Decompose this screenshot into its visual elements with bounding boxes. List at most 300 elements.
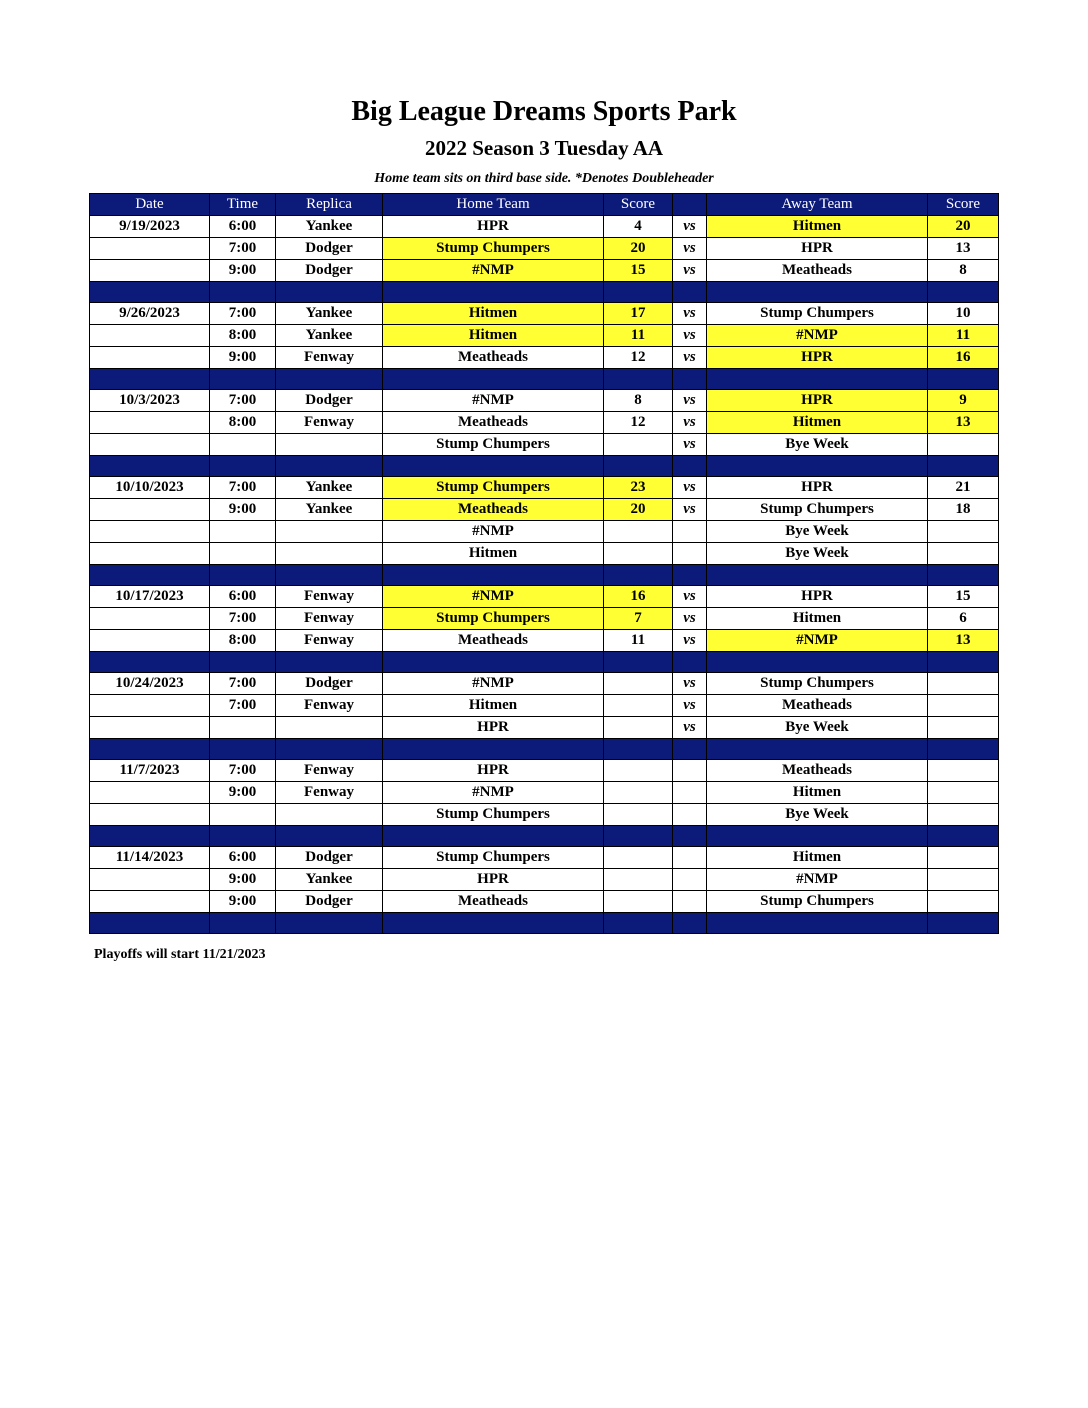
separator-cell: [604, 739, 673, 760]
separator-cell: [707, 652, 928, 673]
replica-cell: Dodger: [276, 673, 383, 695]
home-score-cell: 12: [604, 412, 673, 434]
time-cell: 7:00: [210, 673, 276, 695]
separator-cell: [210, 652, 276, 673]
away-team-cell: Stump Chumpers: [707, 673, 928, 695]
separator-cell: [673, 282, 707, 303]
away-score-cell: 13: [928, 412, 999, 434]
vs-cell: vs: [673, 434, 707, 456]
away-team-cell: Bye Week: [707, 521, 928, 543]
date-cell: [90, 869, 210, 891]
date-cell: [90, 434, 210, 456]
away-team-cell: Stump Chumpers: [707, 303, 928, 325]
replica-cell: Yankee: [276, 499, 383, 521]
vs-cell: vs: [673, 717, 707, 739]
away-team-cell: Hitmen: [707, 782, 928, 804]
replica-cell: Fenway: [276, 608, 383, 630]
week-separator-row: [90, 456, 999, 477]
home-score-cell: 17: [604, 303, 673, 325]
game-row: [90, 412, 999, 434]
separator-cell: [276, 369, 383, 390]
home-team-cell: HPR: [383, 869, 604, 891]
separator-cell: [276, 826, 383, 847]
replica-cell: [276, 717, 383, 739]
separator-cell: [604, 826, 673, 847]
week-separator-row: [90, 565, 999, 586]
home-score-cell: [604, 434, 673, 456]
vs-cell: vs: [673, 630, 707, 652]
home-score-cell: [604, 891, 673, 913]
home-team-cell: #NMP: [383, 521, 604, 543]
replica-cell: [276, 521, 383, 543]
separator-cell: [383, 369, 604, 390]
time-cell: 7:00: [210, 760, 276, 782]
date-cell: [90, 630, 210, 652]
date-cell: [90, 325, 210, 347]
time-cell: 9:00: [210, 260, 276, 282]
away-score-cell: 18: [928, 499, 999, 521]
separator-cell: [707, 565, 928, 586]
game-row: [90, 238, 999, 260]
week-separator-row: [90, 913, 999, 934]
replica-cell: Yankee: [276, 869, 383, 891]
col-header-vs: [673, 194, 707, 216]
away-score-cell: [928, 543, 999, 565]
separator-cell: [210, 826, 276, 847]
separator-cell: [90, 826, 210, 847]
date-cell: [90, 521, 210, 543]
date-cell: 10/17/2023: [90, 586, 210, 608]
separator-cell: [383, 565, 604, 586]
game-row: [90, 260, 999, 282]
date-cell: 11/14/2023: [90, 847, 210, 869]
replica-cell: Fenway: [276, 412, 383, 434]
separator-cell: [604, 652, 673, 673]
week-separator-row: [90, 369, 999, 390]
time-cell: 9:00: [210, 869, 276, 891]
separator-cell: [707, 826, 928, 847]
time-cell: 7:00: [210, 303, 276, 325]
home-team-cell: #NMP: [383, 260, 604, 282]
replica-cell: Dodger: [276, 891, 383, 913]
away-score-cell: [928, 760, 999, 782]
separator-cell: [90, 913, 210, 934]
replica-cell: Fenway: [276, 586, 383, 608]
game-row: [90, 390, 999, 412]
col-header-date: Date: [90, 194, 210, 216]
away-score-cell: [928, 891, 999, 913]
game-row: [90, 782, 999, 804]
separator-cell: [276, 652, 383, 673]
separator-cell: [383, 282, 604, 303]
separator-cell: [383, 456, 604, 477]
date-cell: [90, 412, 210, 434]
home-score-cell: [604, 695, 673, 717]
home-team-cell: Stump Chumpers: [383, 477, 604, 499]
game-row: [90, 586, 999, 608]
game-row: [90, 303, 999, 325]
away-team-cell: #NMP: [707, 869, 928, 891]
away-score-cell: [928, 847, 999, 869]
vs-cell: vs: [673, 673, 707, 695]
vs-cell: [673, 782, 707, 804]
home-score-cell: 23: [604, 477, 673, 499]
vs-cell: vs: [673, 216, 707, 238]
date-cell: [90, 891, 210, 913]
home-team-cell: Meatheads: [383, 347, 604, 369]
col-header-home-team: Home Team: [383, 194, 604, 216]
home-team-cell: Hitmen: [383, 303, 604, 325]
replica-cell: Fenway: [276, 760, 383, 782]
away-score-cell: 16: [928, 347, 999, 369]
separator-cell: [928, 369, 999, 390]
vs-cell: vs: [673, 390, 707, 412]
home-score-cell: [604, 869, 673, 891]
week-separator-row: [90, 739, 999, 760]
date-cell: 9/26/2023: [90, 303, 210, 325]
date-cell: [90, 717, 210, 739]
replica-cell: Yankee: [276, 303, 383, 325]
home-team-cell: HPR: [383, 717, 604, 739]
vs-cell: [673, 891, 707, 913]
separator-cell: [707, 739, 928, 760]
game-row: [90, 543, 999, 565]
page-subtitle: 2022 Season 3 Tuesday AA: [424, 136, 664, 160]
home-team-cell: Meatheads: [383, 891, 604, 913]
separator-cell: [210, 739, 276, 760]
date-cell: [90, 782, 210, 804]
away-score-cell: 13: [928, 630, 999, 652]
replica-cell: [276, 434, 383, 456]
away-team-cell: Meatheads: [707, 695, 928, 717]
game-row: [90, 804, 999, 826]
date-cell: [90, 543, 210, 565]
date-cell: [90, 238, 210, 260]
home-score-cell: 11: [604, 630, 673, 652]
replica-cell: Yankee: [276, 216, 383, 238]
separator-cell: [707, 913, 928, 934]
date-cell: [90, 347, 210, 369]
date-cell: [90, 608, 210, 630]
away-team-cell: Hitmen: [707, 216, 928, 238]
replica-cell: [276, 804, 383, 826]
game-row: [90, 499, 999, 521]
separator-cell: [276, 282, 383, 303]
away-score-cell: 8: [928, 260, 999, 282]
away-score-cell: [928, 717, 999, 739]
away-score-cell: [928, 869, 999, 891]
game-row: [90, 434, 999, 456]
week-separator-row: [90, 652, 999, 673]
separator-cell: [673, 369, 707, 390]
time-cell: 9:00: [210, 347, 276, 369]
time-cell: 6:00: [210, 847, 276, 869]
vs-cell: vs: [673, 325, 707, 347]
time-cell: [210, 717, 276, 739]
date-cell: 9/19/2023: [90, 216, 210, 238]
time-cell: [210, 804, 276, 826]
home-score-cell: 20: [604, 499, 673, 521]
separator-cell: [928, 826, 999, 847]
home-team-cell: #NMP: [383, 390, 604, 412]
replica-cell: Fenway: [276, 347, 383, 369]
home-score-cell: [604, 760, 673, 782]
game-row: [90, 325, 999, 347]
home-score-cell: 20: [604, 238, 673, 260]
separator-cell: [210, 913, 276, 934]
time-cell: 7:00: [210, 390, 276, 412]
separator-cell: [90, 456, 210, 477]
away-score-cell: 6: [928, 608, 999, 630]
home-score-cell: 7: [604, 608, 673, 630]
home-team-cell: Stump Chumpers: [383, 434, 604, 456]
away-team-cell: Hitmen: [707, 608, 928, 630]
game-row: [90, 869, 999, 891]
away-team-cell: HPR: [707, 390, 928, 412]
home-score-cell: 16: [604, 586, 673, 608]
page-title: Big League Dreams Sports Park: [351, 96, 737, 127]
time-cell: 8:00: [210, 412, 276, 434]
away-score-cell: 11: [928, 325, 999, 347]
schedule-body: [90, 216, 999, 934]
separator-cell: [604, 913, 673, 934]
home-team-cell: Meatheads: [383, 630, 604, 652]
date-cell: 10/3/2023: [90, 390, 210, 412]
home-team-cell: Hitmen: [383, 325, 604, 347]
time-cell: 7:00: [210, 238, 276, 260]
away-team-cell: Meatheads: [707, 760, 928, 782]
time-cell: 6:00: [210, 216, 276, 238]
separator-cell: [673, 913, 707, 934]
vs-cell: [673, 543, 707, 565]
separator-cell: [928, 282, 999, 303]
vs-cell: vs: [673, 586, 707, 608]
away-score-cell: 9: [928, 390, 999, 412]
replica-cell: Fenway: [276, 695, 383, 717]
replica-cell: Yankee: [276, 477, 383, 499]
schedule-table: [89, 193, 999, 934]
home-score-cell: 4: [604, 216, 673, 238]
replica-cell: Yankee: [276, 325, 383, 347]
separator-cell: [210, 565, 276, 586]
separator-cell: [928, 565, 999, 586]
date-cell: [90, 499, 210, 521]
vs-cell: vs: [673, 477, 707, 499]
away-team-cell: HPR: [707, 347, 928, 369]
time-cell: 8:00: [210, 325, 276, 347]
date-cell: [90, 695, 210, 717]
home-team-cell: #NMP: [383, 673, 604, 695]
home-team-cell: Stump Chumpers: [383, 608, 604, 630]
time-cell: 7:00: [210, 695, 276, 717]
separator-cell: [928, 739, 999, 760]
separator-cell: [383, 913, 604, 934]
home-team-cell: Hitmen: [383, 695, 604, 717]
time-cell: [210, 543, 276, 565]
time-cell: 9:00: [210, 891, 276, 913]
away-score-cell: 13: [928, 238, 999, 260]
away-team-cell: Meatheads: [707, 260, 928, 282]
away-team-cell: #NMP: [707, 630, 928, 652]
time-cell: 6:00: [210, 586, 276, 608]
away-score-cell: [928, 804, 999, 826]
game-row: [90, 630, 999, 652]
replica-cell: Dodger: [276, 847, 383, 869]
replica-cell: Fenway: [276, 630, 383, 652]
home-team-cell: Meatheads: [383, 499, 604, 521]
away-team-cell: Bye Week: [707, 543, 928, 565]
date-cell: 10/24/2023: [90, 673, 210, 695]
vs-cell: vs: [673, 347, 707, 369]
week-separator-row: [90, 282, 999, 303]
home-score-cell: 11: [604, 325, 673, 347]
home-score-cell: 12: [604, 347, 673, 369]
away-team-cell: Bye Week: [707, 434, 928, 456]
home-team-cell: Stump Chumpers: [383, 238, 604, 260]
home-score-cell: [604, 782, 673, 804]
col-header-replica: Replica: [276, 194, 383, 216]
time-cell: 9:00: [210, 782, 276, 804]
home-score-cell: [604, 673, 673, 695]
home-team-cell: HPR: [383, 760, 604, 782]
game-row: [90, 695, 999, 717]
separator-cell: [276, 913, 383, 934]
separator-cell: [90, 369, 210, 390]
separator-cell: [90, 282, 210, 303]
home-score-cell: [604, 847, 673, 869]
game-row: [90, 347, 999, 369]
separator-cell: [707, 456, 928, 477]
away-team-cell: Bye Week: [707, 717, 928, 739]
away-team-cell: #NMP: [707, 325, 928, 347]
week-separator-row: [90, 826, 999, 847]
vs-cell: vs: [673, 499, 707, 521]
separator-cell: [604, 369, 673, 390]
game-row: [90, 760, 999, 782]
away-score-cell: 15: [928, 586, 999, 608]
separator-cell: [673, 739, 707, 760]
separator-cell: [210, 282, 276, 303]
time-cell: 7:00: [210, 608, 276, 630]
away-score-cell: [928, 521, 999, 543]
vs-cell: [673, 804, 707, 826]
date-cell: 10/10/2023: [90, 477, 210, 499]
vs-cell: vs: [673, 412, 707, 434]
separator-cell: [673, 565, 707, 586]
home-team-cell: #NMP: [383, 586, 604, 608]
game-row: [90, 847, 999, 869]
replica-cell: Dodger: [276, 238, 383, 260]
game-row: [90, 891, 999, 913]
away-score-cell: [928, 434, 999, 456]
time-cell: 7:00: [210, 477, 276, 499]
home-team-cell: Stump Chumpers: [383, 847, 604, 869]
game-row: [90, 216, 999, 238]
time-cell: 9:00: [210, 499, 276, 521]
replica-cell: Fenway: [276, 782, 383, 804]
separator-cell: [604, 565, 673, 586]
date-cell: [90, 260, 210, 282]
away-score-cell: [928, 695, 999, 717]
away-team-cell: HPR: [707, 238, 928, 260]
away-team-cell: HPR: [707, 586, 928, 608]
separator-cell: [673, 652, 707, 673]
home-score-cell: [604, 717, 673, 739]
separator-cell: [276, 565, 383, 586]
away-team-cell: Stump Chumpers: [707, 891, 928, 913]
separator-cell: [604, 456, 673, 477]
vs-cell: [673, 847, 707, 869]
separator-cell: [707, 369, 928, 390]
separator-cell: [90, 565, 210, 586]
replica-cell: [276, 543, 383, 565]
date-cell: [90, 804, 210, 826]
replica-cell: Dodger: [276, 260, 383, 282]
home-team-cell: #NMP: [383, 782, 604, 804]
game-row: [90, 477, 999, 499]
vs-cell: vs: [673, 260, 707, 282]
home-score-cell: [604, 804, 673, 826]
date-cell: 11/7/2023: [90, 760, 210, 782]
home-score-cell: [604, 543, 673, 565]
separator-cell: [928, 913, 999, 934]
away-team-cell: HPR: [707, 477, 928, 499]
home-team-cell: HPR: [383, 216, 604, 238]
col-header-away-team: Away Team: [707, 194, 928, 216]
col-header-away-score: Score: [928, 194, 999, 216]
separator-cell: [210, 369, 276, 390]
separator-cell: [90, 652, 210, 673]
playoffs-note: Playoffs will start 11/21/2023: [94, 947, 266, 962]
home-score-cell: 8: [604, 390, 673, 412]
vs-cell: vs: [673, 303, 707, 325]
home-team-cell: Meatheads: [383, 412, 604, 434]
separator-cell: [673, 456, 707, 477]
col-header-home-score: Score: [604, 194, 673, 216]
away-team-cell: Bye Week: [707, 804, 928, 826]
away-score-cell: 10: [928, 303, 999, 325]
time-cell: [210, 521, 276, 543]
game-row: [90, 608, 999, 630]
separator-cell: [276, 739, 383, 760]
vs-cell: vs: [673, 608, 707, 630]
home-team-note: Home team sits on third base side. *Denotes Doubleheader: [374, 171, 714, 186]
col-header-time: Time: [210, 194, 276, 216]
separator-cell: [383, 652, 604, 673]
game-row: [90, 673, 999, 695]
table-header-row: [90, 194, 999, 216]
away-score-cell: 20: [928, 216, 999, 238]
separator-cell: [383, 739, 604, 760]
away-team-cell: Stump Chumpers: [707, 499, 928, 521]
vs-cell: [673, 521, 707, 543]
home-team-cell: Stump Chumpers: [383, 804, 604, 826]
separator-cell: [383, 826, 604, 847]
separator-cell: [707, 282, 928, 303]
time-cell: 8:00: [210, 630, 276, 652]
vs-cell: [673, 760, 707, 782]
away-score-cell: 21: [928, 477, 999, 499]
home-score-cell: 15: [604, 260, 673, 282]
separator-cell: [276, 456, 383, 477]
away-score-cell: [928, 673, 999, 695]
vs-cell: [673, 869, 707, 891]
separator-cell: [210, 456, 276, 477]
separator-cell: [673, 826, 707, 847]
separator-cell: [928, 456, 999, 477]
home-team-cell: Hitmen: [383, 543, 604, 565]
vs-cell: vs: [673, 238, 707, 260]
